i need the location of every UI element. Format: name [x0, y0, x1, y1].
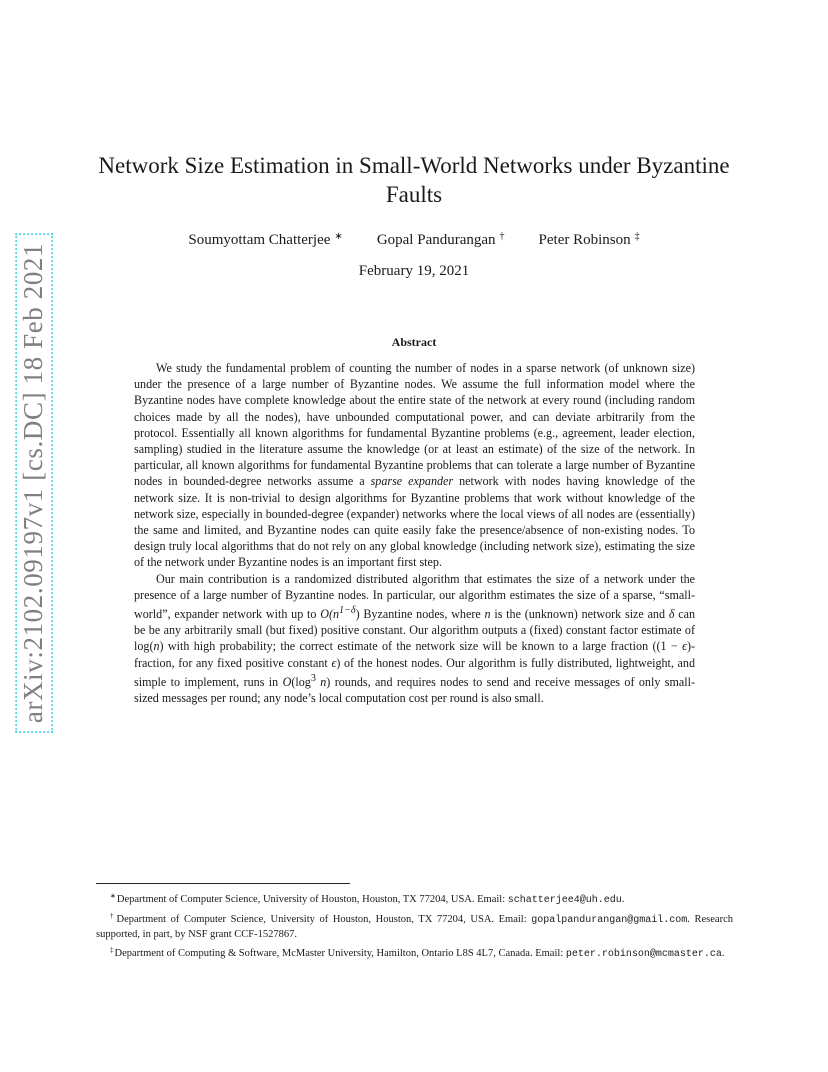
- paper-date: February 19, 2021: [358, 263, 470, 279]
- math-variable: δ: [668, 607, 675, 622]
- abstract-body: [134, 360, 695, 706]
- math-exponent: 1−δ: [339, 605, 356, 617]
- math-expression: [282, 672, 331, 689]
- author-name: Soumyottam Chatterjee: [188, 232, 331, 248]
- math-exponent: 3: [310, 672, 316, 684]
- math-variable: n: [484, 607, 491, 622]
- author-2: [377, 227, 505, 250]
- abstract-heading: Abstract: [391, 335, 437, 349]
- math-expression: [320, 607, 359, 621]
- email-link[interactable]: gopalpandurangan@gmail.com: [531, 914, 688, 926]
- abstract-text: ) with high probability; the correct estimate of the network size will be known to a large fraction ((1 −: [159, 639, 683, 654]
- author-3: [539, 227, 640, 250]
- footnote-text: Department of Computing & Software, McMaster University, Hamilton, Ontario L8S 4L7, Canada. Email:: [114, 947, 566, 959]
- footnote-text: . Research supported, in part, by NSF grant CCF-1527867.: [96, 913, 733, 941]
- math-term: O(n: [320, 607, 340, 622]
- abstract-paragraph-1: [134, 360, 695, 571]
- email-link[interactable]: peter.robinson@mcmaster.ca: [565, 948, 722, 960]
- math-variable: ϵ: [331, 655, 337, 670]
- math-term: ): [326, 674, 331, 689]
- abstract-text: network with nodes having knowledge of the network size. It is non-trivial to design algorithms for Byzantine problems that work without knowledge of the network size, especially in bounded-degree (expander) networks where the local views of all nodes are (essentially) the same and limited, and Byzantine nodes can quite easily fake the presence/absence of non-existing nodes. To design truly local algorithms that do not rely on any global knowledge (including network size), estimating the size of the network under Byzantine nodes is an important first step.: [134, 474, 695, 570]
- abstract-text: is the (unknown) network size and: [490, 607, 669, 622]
- footnote-2: [96, 909, 733, 943]
- math-term: O: [282, 674, 292, 689]
- footnote-text: .: [721, 947, 725, 959]
- paper-title: Network Size Estimation in Small-World Networks under Byzantine Faults: [98, 153, 730, 207]
- author-list: [130, 227, 698, 250]
- abstract-text: )-fraction, for any fixed positive constant: [134, 639, 695, 670]
- math-term: (log: [291, 674, 311, 689]
- arxiv-stamp-area: [14, 242, 54, 724]
- math-variable: ϵ: [682, 639, 687, 654]
- author-1: [188, 227, 342, 250]
- footnote-1: [96, 889, 733, 909]
- math-variable: n: [153, 639, 160, 654]
- abstract-text: ) of the honest nodes. Our algorithm is fully distributed, lightweight, and simple to implement, runs in: [134, 655, 696, 689]
- author-name: Gopal Pandurangan: [376, 232, 496, 248]
- footnote-mark: †: [110, 911, 116, 920]
- abstract-text: Our main contribution is a randomized distributed algorithm that estimates the size of a network under the presence of a large number of Byzantine nodes. In particular, our algorithm estimates the size of a sparse, “small-world”, expander network with up to: [134, 571, 695, 622]
- footnote-mark: ‡: [110, 945, 114, 954]
- email-link[interactable]: schatterjee4@uh.edu: [507, 895, 622, 906]
- footnote-text: Department of Computer Science, University of Houston, Houston, TX 77204, USA. Email:: [116, 913, 532, 925]
- footnote-rule: [96, 883, 350, 884]
- author-name: Peter Robinson: [538, 232, 631, 248]
- footnote-mark: ∗: [110, 892, 116, 900]
- footnote-3: [96, 943, 733, 963]
- footnote-text: Department of Computer Science, University of Houston, Houston, TX 77204, USA. Email:: [116, 894, 508, 905]
- abstract-text: rounds, and requires nodes to send and receive messages of only small-sized messages per round; any node’s local computation cost per round is also small.: [134, 674, 695, 706]
- abstract-text: We study the fundamental problem of counting the number of nodes in a sparse network (of unknown size) under the presence of a large number of Byzantine nodes. We assume the full information model where the Byzantine nodes have complete knowledge about the entire state of the network at every round (including random choices made by all the nodes), have unbounded computational power, and can deviate arbitrarily from the protocol. Essentially all known algorithms for fundamental Byzantine problems (e.g., agreement, leader election, sampling) studied in the literature assume the knowledge (or at least an estimate) of the size of the network. In particular, all known algorithms for fundamental Byzantine problems that can tolerate a large number of Byzantine nodes in bounded-degree networks assume a: [134, 361, 695, 489]
- author-footnote-mark: ∗: [334, 231, 343, 242]
- arxiv-identifier[interactable]: arXiv:2102.09197v1 [cs.DC] 18 Feb 2021: [15, 233, 53, 733]
- math-term: n: [315, 674, 327, 689]
- math-term: ): [355, 607, 360, 622]
- abstract-paragraph-2: [134, 571, 695, 707]
- abstract-text: can be be any arbitrarily small (but fixed) positive constant. Our algorithm outputs a (fixed) constant factor estimate of log(: [134, 607, 695, 654]
- footnote-text: .: [621, 894, 625, 905]
- abstract-emphasis: sparse expander: [370, 474, 454, 489]
- author-footnote-mark: ‡: [634, 231, 640, 242]
- footnotes: [96, 889, 733, 962]
- abstract-text: Byzantine nodes, where: [359, 607, 485, 622]
- author-footnote-mark: †: [499, 231, 505, 242]
